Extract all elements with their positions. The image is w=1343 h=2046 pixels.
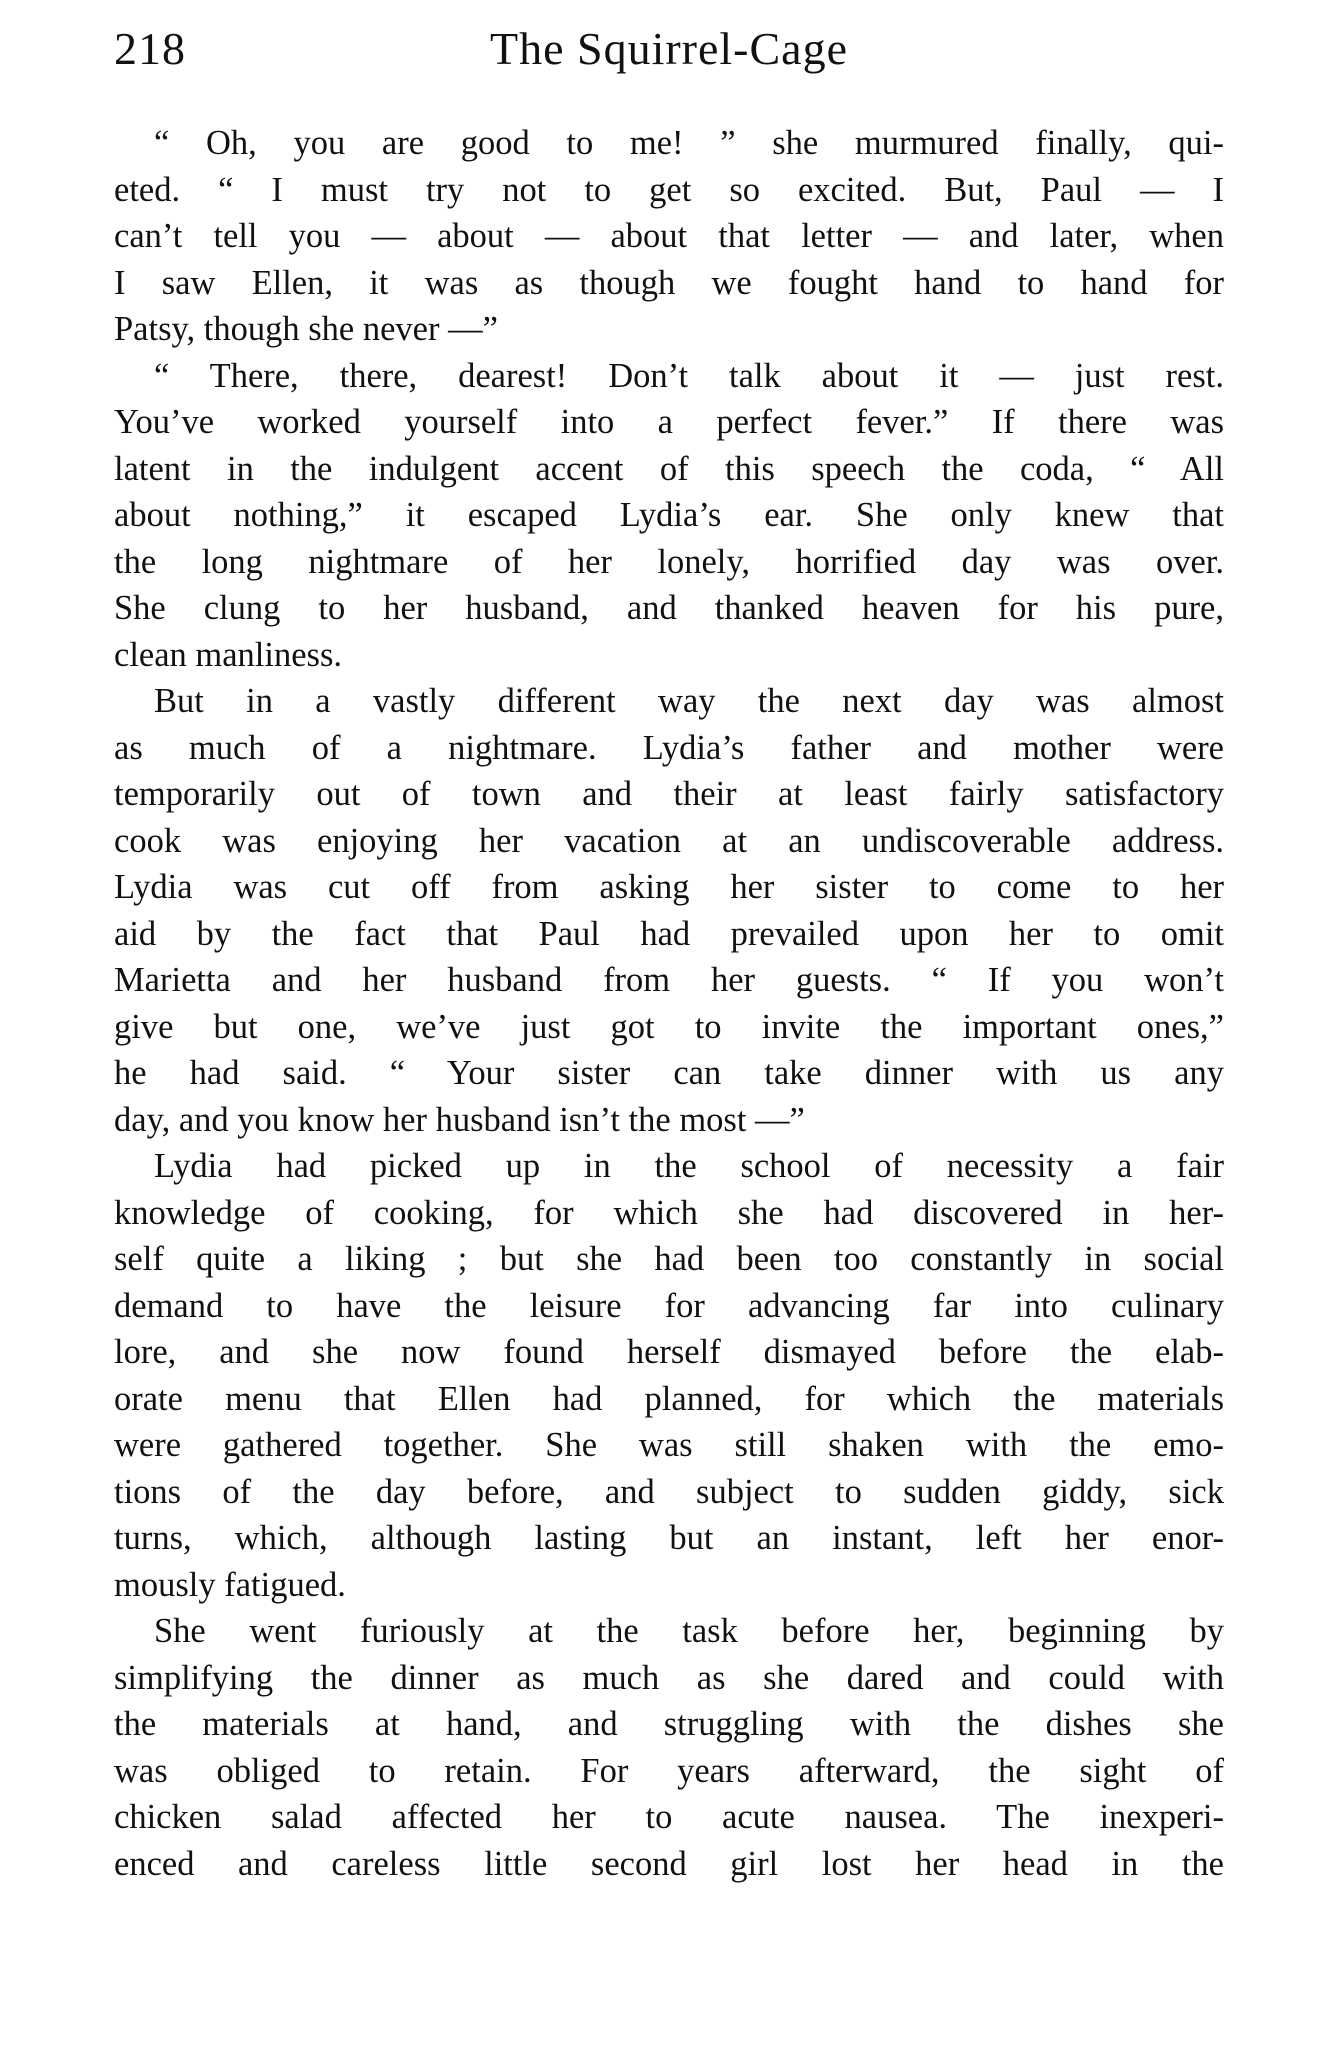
text-line: latent in the indulgent accent of this speech the coda, “ All bbox=[114, 449, 1224, 488]
text-line: self quite a liking ; but she had been too constantly in social bbox=[114, 1240, 1224, 1278]
page-number: 218 bbox=[114, 23, 186, 74]
text-line: She clung to her husband, and thanked heaven for his pure, bbox=[114, 589, 1224, 627]
text-line: can’t tell you — about — about that letter — and later, when bbox=[114, 217, 1224, 255]
page-body bbox=[114, 120, 1224, 1887]
text-line: day, and you know her husband isn’t the most —” bbox=[114, 1100, 805, 1139]
text-line: aid by the fact that Paul had prevailed upon her to omit bbox=[114, 914, 1224, 953]
text-line: demand to have the leisure for advancing far into culinary bbox=[114, 1286, 1224, 1325]
text-line: clean manliness. bbox=[114, 635, 343, 674]
text-line: But in a vastly different way the next day was almost bbox=[154, 682, 1224, 720]
text-line: the materials at hand, and struggling with the dishes she bbox=[114, 1705, 1224, 1743]
text-line: he had said. “ Your sister can take dinner with us any bbox=[114, 1054, 1224, 1092]
text-line: enced and careless little second girl lost her head in the bbox=[114, 1844, 1224, 1883]
text-line: was obliged to retain. For years afterward, the sight of bbox=[114, 1751, 1224, 1790]
text-line: Marietta and her husband from her guests. “ If you won’t bbox=[114, 961, 1224, 999]
text-line: knowledge of cooking, for which she had discovered in her- bbox=[114, 1193, 1224, 1232]
page-header bbox=[114, 22, 1224, 92]
text-line: simplifying the dinner as much as she dared and could with bbox=[114, 1658, 1224, 1697]
text-line: tions of the day before, and subject to sudden giddy, sick bbox=[114, 1472, 1224, 1511]
text-line: mously fatigued. bbox=[114, 1565, 346, 1604]
text-line: turns, which, although lasting but an instant, left her enor- bbox=[114, 1519, 1224, 1557]
text-line: the long nightmare of her lonely, horrified day was over. bbox=[114, 542, 1224, 581]
text-line: Lydia was cut off from asking her sister to come to her bbox=[114, 868, 1224, 906]
text-line: orate menu that Ellen had planned, for which the materials bbox=[114, 1379, 1224, 1418]
text-line: eted. “ I must try not to get so excited. But, Paul — I bbox=[114, 170, 1224, 209]
text-line: lore, and she now found herself dismayed before the elab- bbox=[114, 1333, 1224, 1371]
text-line: “ There, there, dearest! Don’t talk about it — just rest. bbox=[154, 356, 1224, 395]
text-line: I saw Ellen, it was as though we fought hand to hand for bbox=[114, 263, 1224, 302]
text-line: give but one, we’ve just got to invite the important ones,” bbox=[114, 1007, 1224, 1046]
text-line: “ Oh, you are good to me! ” she murmured finally, qui- bbox=[154, 124, 1224, 162]
text-line: Patsy, though she never —” bbox=[114, 310, 498, 348]
text-line: temporarily out of town and their at least fairly satisfactory bbox=[114, 775, 1224, 813]
text-line: She went furiously at the task before her, beginning by bbox=[154, 1612, 1224, 1650]
text-line: as much of a nightmare. Lydia’s father and mother were bbox=[114, 728, 1224, 767]
text-line: were gathered together. She was still shaken with the emo- bbox=[114, 1426, 1224, 1464]
text-line: Lydia had picked up in the school of necessity a fair bbox=[154, 1147, 1224, 1185]
text-line: chicken salad affected her to acute nausea. The inexperi- bbox=[114, 1798, 1224, 1836]
text-line: You’ve worked yourself into a perfect fever.” If there was bbox=[114, 403, 1224, 441]
text-line: about nothing,” it escaped Lydia’s ear. She only knew that bbox=[114, 496, 1224, 534]
text-line: cook was enjoying her vacation at an undiscoverable address. bbox=[114, 821, 1224, 860]
running-title: The Squirrel-Cage bbox=[489, 23, 849, 74]
